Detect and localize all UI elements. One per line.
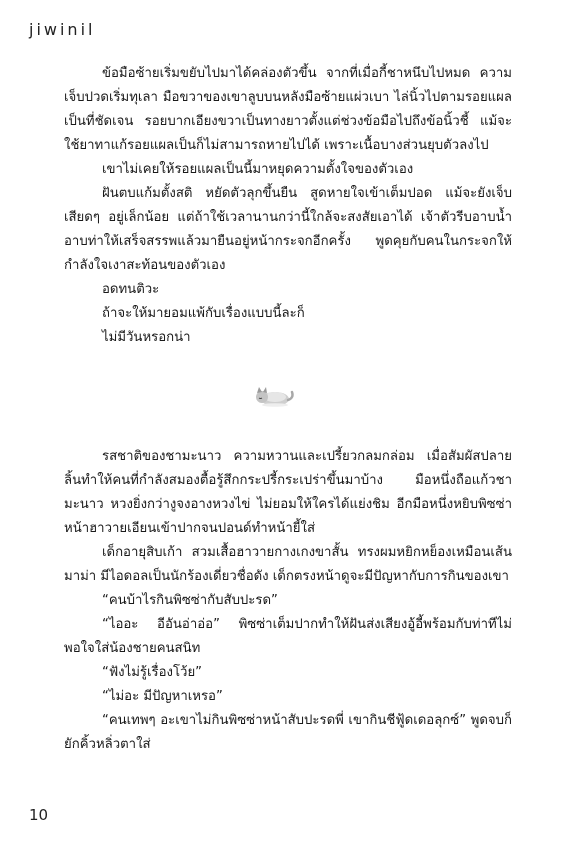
paragraph: ฝันตบแก้มตั้งสติ หยัดตัวลุกขึ้นยืน สูดหายใจเข้าเต็มปอด แม้จะยังเจ็บเสียดๆ อยู่เล็กน้อย แต่ถ้าใช้เวลานานกว่านี้ใกล้จะสงสัยเอาได้ เจ้าตัวรีบอาบน้ำอาบท่าให้เสร็จสรรพแล้วมายืนอยู่หน้ากระจกอีกครั้ง พูดคุยกับคนในกระจกให้กำลังใจเงาสะท้อนของตัวเอง bbox=[64, 186, 512, 273]
dialogue-line: “ไออะ อีอันอ่าอ่อ” พิซซ่าเต็มปากทำให้ฝันส่งเสียงอู้อี้พร้อมกับท่าทีไม่พอใจใส่น้องชายคนสนิท bbox=[64, 617, 512, 656]
paragraph: ถ้าจะให้มายอมแพ้กับเรื่องแบบนี้ละก็ bbox=[102, 306, 305, 321]
dialogue-line: “คนบ้าไรกินพิซซ่ากับสับปะรด” bbox=[102, 593, 278, 608]
dialogue-line: “ฟังไม่รู้เรื่องโว้ย” bbox=[102, 665, 203, 680]
scene-break bbox=[64, 350, 512, 445]
dialogue-line: “คนเทพๆ อะเขาไม่กินพิซซ่าหน้าสับปะรดพี่ เขากินชีฟู้ดเดอลุกซ์” พูดจบก็ยักคิ้วหลิ่วตาใส่ bbox=[64, 713, 512, 752]
paragraph: เด็กอายุสิบเก้า สวมเสื้อฮาวายกางเกงขาสั้น ทรงผมหยิกหย็องเหมือนเส้นมาม่า มีไอดอลเป็นนักร้องเดี่ยวชื่อดัง เด็กตรงหน้าดูจะมีปัญหากับการกินของเขา bbox=[64, 545, 512, 584]
running-title: jiwinil bbox=[29, 20, 96, 39]
page-body bbox=[64, 62, 512, 757]
paragraph: ข้อมือซ้ายเริ่มขยับไปมาได้คล่องตัวขึ้น จากที่เมื่อกี้ชาหนึบไปหมด ความเจ็บปวดเริ่มทุเลา มือขวาของเขาลูบบนหลังมือซ้ายแผ่วเบา ไล่นิ้วไปตามรอยแผลเป็นที่ชัดเจน รอยบากเอียงขวาเป็นทางยาวตั้งแต่ช่วงข้อมือไปถึงข้อนิ้วชี้ แม้จะใช้ยาทาแก้รอยแผลเป็นก็ไม่สามารถหายไปได้ เพราะเนื้อบางส่วนยุบตัวลงไป bbox=[64, 66, 512, 153]
paragraph: อดทนติวะ bbox=[102, 282, 160, 297]
paragraph: เขาไม่เคยให้รอยแผลเป็นนี้มาหยุดความตั้งใจของตัวเอง bbox=[102, 162, 414, 177]
dialogue-line: “ไม่อะ มีปัญหาเหรอ” bbox=[102, 689, 223, 704]
page-number: 10 bbox=[29, 806, 49, 824]
sleeping-cat-icon bbox=[253, 384, 295, 408]
paragraph: ไม่มีวันหรอกน่า bbox=[102, 330, 191, 345]
paragraph: รสชาติของชามะนาว ความหวานและเปรี้ยวกลมกล่อม เมื่อสัมผัสปลายลิ้นทำให้คนที่กำลังสมองตื้อรู้สึกกระปรี้กระเปร่าขึ้นมาบ้าง มือหนึ่งถือแก้วชามะนาว หวงยิ่งกว่างูจงอางหวงไข่ ไม่ยอมให้ใครได้แย่งชิม อีกมือหนึ่งหยิบพิซซ่าหน้าฮาวายเอียนเข้าปากจนปอนด์ทำหน้ายี้ใส่ bbox=[64, 449, 512, 536]
